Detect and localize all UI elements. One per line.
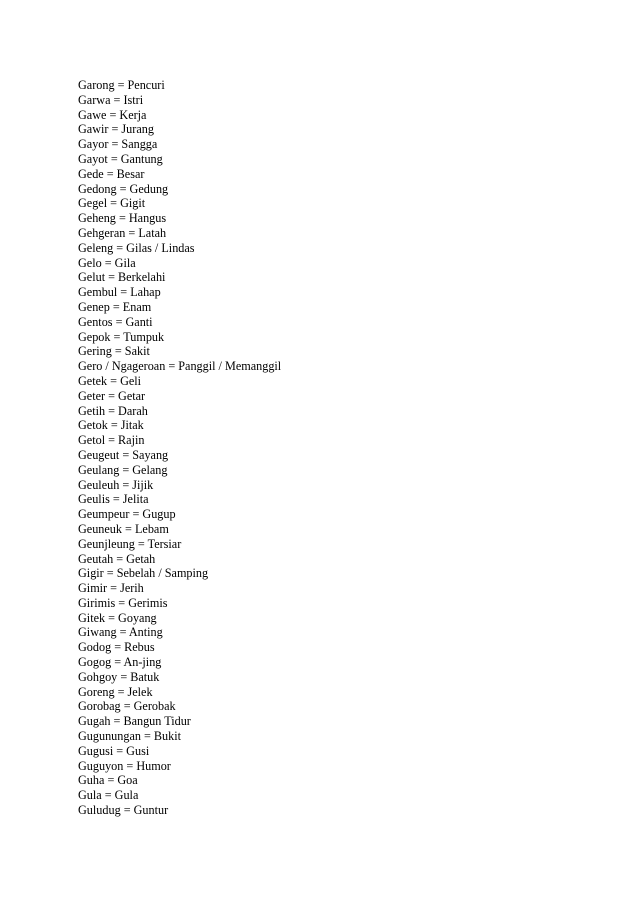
list-item: Gorobag = Gerobak xyxy=(78,699,176,714)
list-item: Gugusi = Gusi xyxy=(78,743,150,758)
list-item: Getol = Rajin xyxy=(78,433,145,448)
list-item: Gugunungan = Bukit xyxy=(78,729,182,744)
list-item: Geulang = Gelang xyxy=(78,462,168,477)
list-item: Gelut = Berkelahi xyxy=(78,270,166,285)
list-item: Guha = Goa xyxy=(78,773,138,788)
list-item: Gering = Sakit xyxy=(78,344,150,359)
list-item: Gula = Gula xyxy=(78,788,139,803)
list-item: Gogog = An-jing xyxy=(78,655,162,670)
list-item: Gitek = Goyang xyxy=(78,610,157,625)
list-item: Geuneuk = Lebam xyxy=(78,521,169,536)
list-item: Gawir = Jurang xyxy=(78,122,154,137)
word-list xyxy=(78,78,281,818)
list-item: Gero / Ngageroan = Panggil / Memanggil xyxy=(78,359,282,374)
list-item: Goreng = Jelek xyxy=(78,684,153,699)
list-item: Getek = Geli xyxy=(78,373,142,388)
list-item: Geumpeur = Gugup xyxy=(78,507,176,522)
list-item: Geutah = Getah xyxy=(78,551,156,566)
list-item: Getok = Jitak xyxy=(78,418,144,433)
list-item: Guguyon = Humor xyxy=(78,758,171,773)
list-item: Gembul = Lahap xyxy=(78,285,161,300)
list-item: Genep = Enam xyxy=(78,299,152,314)
list-item: Geheng = Hangus xyxy=(78,211,167,226)
list-item: Geuleuh = Jijik xyxy=(78,477,154,492)
list-item: Gohgoy = Batuk xyxy=(78,669,160,684)
list-item: Garwa = Istri xyxy=(78,92,144,107)
list-item: Girimis = Gerimis xyxy=(78,595,168,610)
list-item: Gugah = Bangun Tidur xyxy=(78,714,191,729)
list-item: Gede = Besar xyxy=(78,166,145,181)
list-item: Gayot = Gantung xyxy=(78,151,163,166)
list-item: Godog = Rebus xyxy=(78,640,155,655)
list-item: Getih = Darah xyxy=(78,403,148,418)
list-item: Geleng = Gilas / Lindas xyxy=(78,240,195,255)
list-item: Geter = Getar xyxy=(78,388,146,403)
list-item: Gehgeran = Latah xyxy=(78,225,167,240)
list-item: Garong = Pencuri xyxy=(78,78,165,92)
list-item: Geugeut = Sayang xyxy=(78,447,169,462)
list-item: Gimir = Jerih xyxy=(78,581,144,596)
list-item: Gelo = Gila xyxy=(78,255,136,270)
list-item: Geunjleung = Tersiar xyxy=(78,536,182,551)
list-item: Guludug = Guntur xyxy=(78,803,169,818)
list-item: Gigir = Sebelah / Samping xyxy=(78,566,209,581)
list-item: Gentos = Ganti xyxy=(78,314,153,329)
list-item: Gayor = Sangga xyxy=(78,137,158,152)
list-item: Gegel = Gigit xyxy=(78,196,146,211)
list-item: Gepok = Tumpuk xyxy=(78,329,165,344)
list-item: Gawe = Kerja xyxy=(78,107,147,122)
list-item: Giwang = Anting xyxy=(78,625,163,640)
list-item: Geulis = Jelita xyxy=(78,492,149,507)
list-item: Gedong = Gedung xyxy=(78,181,169,196)
